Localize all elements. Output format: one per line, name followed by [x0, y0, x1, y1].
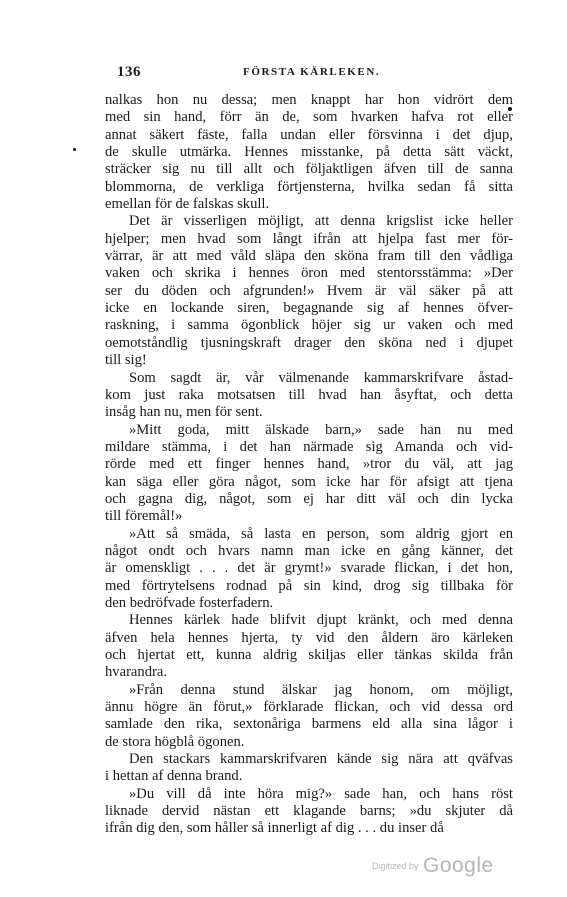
text-line: de skulle utmärka. Hennes misstanke, på detta sätt väckt,	[105, 144, 513, 161]
paragraph	[105, 612, 513, 681]
text-line: icke en lockande siren, begagnande sig af hennes öfver-	[105, 300, 513, 317]
text-line: vaken och skrika i hennes öron med stentorsstämma: »Der	[105, 265, 513, 282]
text-line: kan säga eller göra något, som icke har för afsigt att tjena	[105, 473, 513, 490]
text-line: de stora högblå ögonen.	[105, 733, 245, 750]
text-line: annat säkert fäste, falla undan eller försvinna i det djup,	[105, 126, 513, 143]
text-line: till sig!	[105, 352, 147, 369]
watermark-prefix: Digitized by	[372, 861, 419, 871]
text-line: i hettan af denna brand.	[105, 768, 243, 785]
text-line: ännu högre än förut,» förklarade flickan, och vid dessa ord	[105, 699, 513, 716]
text-line: Hennes kärlek hade blifvit djupt kränkt, och med denna	[129, 612, 513, 629]
text-line: ifrån dig den, som håller så innerligt af dig . . . du inser då	[105, 820, 444, 837]
text-line: ser du döden och afgrunden!» Hvem är väl säker på att	[105, 282, 513, 299]
text-line: värrar, är att med våld släpa den sköna fram till den vådliga	[105, 248, 513, 265]
text-line: sträcker sig nu till allt och följaktligen äfven till de sanna	[105, 161, 513, 178]
text-line: med sin hand, förr än de, som hvarken hafva rot eller	[105, 109, 513, 126]
paragraph	[105, 751, 513, 786]
text-line: »Att så smäda, så lasta en person, som aldrig gjort en	[129, 525, 513, 542]
text-line: hvarandra.	[105, 664, 167, 681]
text-line: blommorna, de verkliga förtjensterna, hvilka sedan få sitta	[105, 178, 513, 195]
paragraph	[105, 213, 513, 369]
text-line: den bedröfvade fosterfadern.	[105, 594, 274, 611]
paragraph	[105, 682, 513, 751]
text-line: raskning, i samma ögonblick höjer sig ur vaken och med	[105, 317, 513, 334]
text-line: är omenskligt . . . det är grymt!» svarade flickan, i det hon,	[105, 560, 513, 577]
text-line: äfven hela hennes hjerta, ty vid den åldern äro kärleken	[105, 629, 513, 646]
text-line: rörde med ett finger hennes hand, »tror du väl, att jag	[105, 456, 513, 473]
text-line: emellan för de falskas skull.	[105, 196, 270, 213]
running-title: FÖRSTA KÄRLEKEN.	[243, 66, 381, 78]
text-line: samlade den rika, sextonåriga barmens eld alla sina lågor i	[105, 716, 513, 733]
body-text	[105, 92, 513, 838]
paragraph	[105, 422, 513, 526]
digitized-watermark	[372, 854, 494, 878]
text-line: mildare stämma, i det han närmade sig Amanda och vid-	[105, 438, 513, 455]
paragraph	[105, 526, 513, 613]
text-line: och hjertat ett, kunna aldrig skiljas eller tänkas skilda från	[105, 647, 513, 663]
margin-mark	[73, 148, 76, 151]
text-line: »Du vill då inte höra mig?» sade han, och hans röst	[129, 785, 513, 802]
text-line: kom just raka motsatsen till hvad han åsyftat, och detta	[105, 386, 513, 403]
text-line: insåg han nu, men för sent.	[105, 404, 263, 421]
google-logo: Google	[422, 854, 494, 877]
page-number: 136	[117, 64, 141, 80]
text-line: Den stackars kammarskrifvaren kände sig nära att qväfvas	[129, 751, 513, 768]
text-line: liknade dervid nästan ett klagande barns; »du skjuter då	[105, 803, 513, 820]
page-header	[117, 64, 511, 84]
text-line: oemotståndlig tjusningskraft drager den sköna ned i djupet	[105, 334, 513, 351]
paragraph	[105, 92, 513, 213]
text-line: till föremål!»	[105, 508, 183, 525]
text-line: »Från denna stund älskar jag honom, om möjligt,	[129, 681, 513, 698]
text-line: hjelper; men hvad som långt ifrån att hjelpa fast mer för-	[105, 230, 513, 247]
text-line: Som sagdt är, vår välmenande kammarskrifvare åstad-	[129, 369, 513, 386]
text-line: »Mitt goda, mitt älskade barn,» sade han nu med	[129, 421, 513, 438]
paragraph	[105, 786, 513, 838]
paragraph	[105, 370, 513, 422]
text-line: nalkas hon nu dessa; men knappt har hon vidrört dem	[105, 92, 513, 108]
text-line: Det är visserligen möjligt, att denna krigslist icke heller	[129, 213, 513, 230]
text-line: med förtrytelsens rodnad på sin kind, drog sig tillbaka för	[105, 577, 513, 594]
text-line: och gagna dig, något, som ej har ditt väl och din lycka	[105, 490, 513, 507]
text-line: något ondt och hvars namn man icke en gång känner, det	[105, 542, 513, 559]
